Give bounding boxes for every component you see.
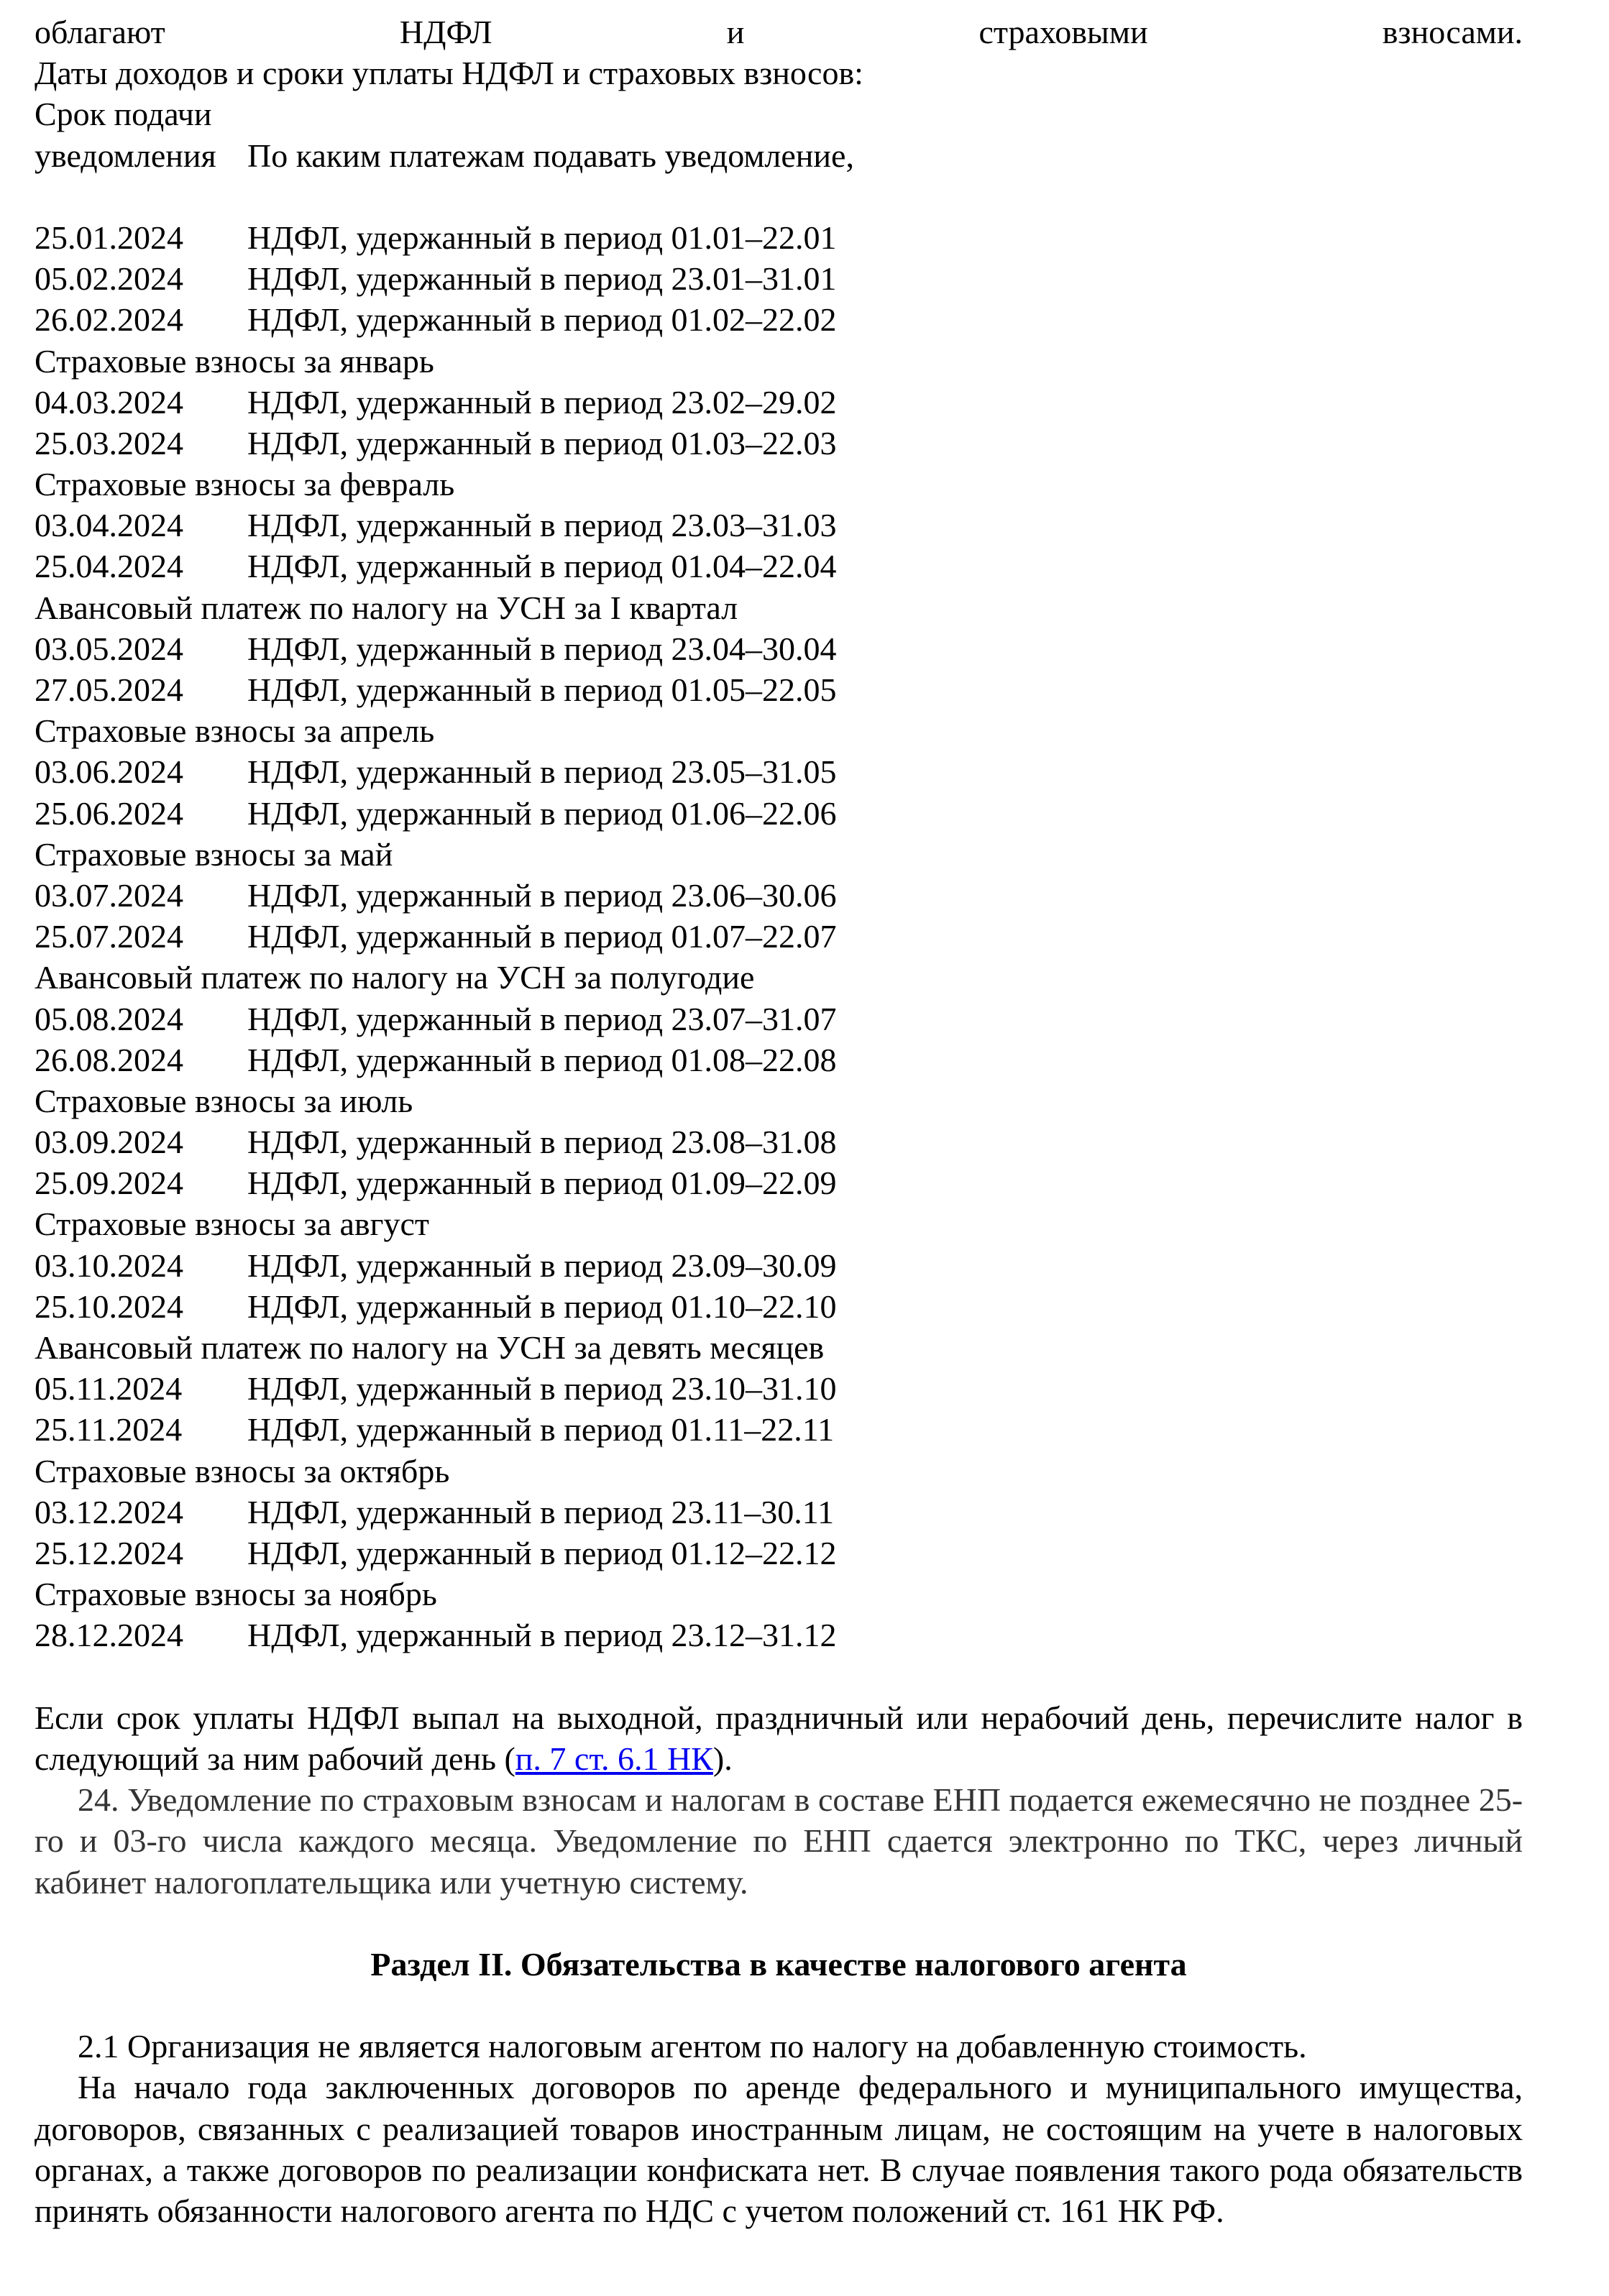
row-description: Страховые взносы за апрель — [35, 712, 435, 750]
row-date: 03.10.2024 — [35, 1246, 183, 1284]
row-description: НДФЛ, удержанный в период 23.08–31.08 — [247, 1124, 837, 1161]
row-description: НДФЛ, удержанный в период 23.03–31.03 — [247, 507, 837, 544]
row-description: НДФЛ, удержанный в период 01.08–22.08 — [247, 1041, 837, 1078]
table-row — [35, 546, 1523, 587]
table-row — [35, 710, 1523, 751]
weekend-note-tail: ). — [712, 1740, 733, 1777]
weekend-note — [35, 1697, 1523, 1779]
row-date: 26.02.2024 — [35, 301, 183, 339]
schedule-table — [35, 217, 1523, 1656]
table-row — [35, 669, 1523, 710]
row-date: 25.01.2024 — [35, 219, 183, 256]
weekend-note-text: Если срок уплаты НДФЛ выпал на выходной, праздничный или нерабочий день, перечислите налог в следующий за ним рабочий день ( — [35, 1699, 1523, 1777]
paragraph-2-1-continuation: На начало года заключенных договоров по аренде федерального и муниципального имущества, договоров, связанных с реализацией товаров иностранным лицам, не состоящим на учете в налоговых органах, а также договоров по реализации конфиската нет. В случае появления такого рода обязательств принять обязанности налогового агента по НДС с учетом положений ст. 161 НК РФ. — [35, 2069, 1523, 2230]
table-row — [35, 341, 1523, 382]
row-description: Страховые взносы за май — [35, 835, 393, 873]
item-24-text: Уведомление по страховым взносам и налогам в составе ЕНП подается ежемесячно не позднее 25-го и 03-го числа каждого месяца. Уведомление по ЕНП сдается электронно по ТКС, через личный кабинет налогоплательщика или учетную систему. — [35, 1781, 1523, 1901]
row-description: НДФЛ, удержанный в период 01.12–22.12 — [247, 1534, 837, 1571]
table-row — [35, 299, 1523, 340]
row-date: 25.03.2024 — [35, 424, 183, 462]
row-description: НДФЛ, удержанный в период 23.01–31.01 — [247, 260, 837, 298]
row-description: НДФЛ, удержанный в период 01.04–22.04 — [247, 548, 837, 585]
intro-word: страховыми — [978, 14, 1148, 50]
table-row — [35, 628, 1523, 669]
table-header-row — [35, 135, 1523, 176]
intro-word: взносами. — [1382, 14, 1523, 50]
row-description: НДФЛ, удержанный в период 01.11–22.11 — [247, 1411, 835, 1448]
table-row — [35, 998, 1523, 1039]
row-description: НДФЛ, удержанный в период 01.05–22.05 — [247, 671, 837, 708]
row-description: НДФЛ, удержанный в период 01.03–22.03 — [247, 424, 837, 462]
table-row — [35, 1615, 1523, 1656]
row-description: НДФЛ, удержанный в период 01.07–22.07 — [247, 918, 837, 955]
row-date: 27.05.2024 — [35, 671, 183, 708]
row-date: 25.06.2024 — [35, 794, 183, 832]
row-date: 26.08.2024 — [35, 1041, 183, 1078]
table-row — [35, 505, 1523, 546]
table-row — [35, 217, 1523, 258]
table-row — [35, 1451, 1523, 1492]
spacer — [35, 1656, 1523, 1697]
row-date: 05.02.2024 — [35, 260, 183, 298]
row-description: Авансовый платеж по налогу на УСН за девять месяцев — [35, 1329, 825, 1366]
table-row — [35, 1245, 1523, 1286]
row-description: Авансовый платеж по налогу на УСН за I квартал — [35, 589, 738, 626]
nk-article-link[interactable]: п. 7 ст. 6.1 НК — [515, 1740, 713, 1777]
row-description: НДФЛ, удержанный в период 23.11–30.11 — [247, 1493, 835, 1530]
table-row — [35, 1121, 1523, 1162]
row-description: НДФЛ, удержанный в период 23.10–31.10 — [247, 1370, 837, 1408]
table-header-col2: По каким платежам подавать уведомление, — [247, 137, 854, 174]
row-description: НДФЛ, удержанный в период 23.04–30.04 — [247, 630, 837, 667]
table-row — [35, 875, 1523, 916]
row-date: 03.07.2024 — [35, 876, 183, 914]
intro-word: НДФЛ — [399, 14, 492, 50]
table-row — [35, 1039, 1523, 1080]
table-header-col1-line2: уведомления — [35, 137, 216, 174]
intro-justified-line — [35, 12, 1523, 52]
row-description: Страховые взносы за февраль — [35, 466, 455, 503]
table-row — [35, 957, 1523, 998]
section-2-title: Раздел II. Обязательства в качестве налогового агента — [370, 1945, 1187, 1983]
table-row — [35, 1080, 1523, 1121]
row-description: НДФЛ, удержанный в период 23.09–30.09 — [247, 1246, 837, 1284]
table-row — [35, 793, 1523, 834]
table-caption: Даты доходов и сроки уплаты НДФЛ и страховых взносов: — [35, 55, 863, 92]
row-date: 25.12.2024 — [35, 1534, 183, 1571]
intro-word: и — [726, 14, 745, 50]
table-row — [35, 1574, 1523, 1615]
row-date: 03.05.2024 — [35, 630, 183, 667]
item-24 — [35, 1779, 1523, 1903]
table-row — [35, 1327, 1523, 1368]
table-row — [35, 916, 1523, 957]
row-description: Страховые взносы за январь — [35, 342, 434, 380]
table-row — [35, 1368, 1523, 1409]
row-date: 25.09.2024 — [35, 1165, 183, 1202]
table-row — [35, 1286, 1523, 1327]
row-description: НДФЛ, удержанный в период 23.02–29.02 — [247, 383, 837, 421]
row-description: НДФЛ, удержанный в период 01.06–22.06 — [247, 794, 837, 832]
table-row — [35, 834, 1523, 875]
paragraph-2-1 — [35, 2026, 1523, 2067]
row-description: НДФЛ, удержанный в период 01.09–22.09 — [247, 1165, 837, 1202]
row-date: 03.06.2024 — [35, 753, 183, 791]
document-page — [35, 12, 1523, 2231]
row-date: 25.11.2024 — [35, 1411, 183, 1448]
item-24-number: 24. — [78, 1781, 119, 1819]
row-date: 25.04.2024 — [35, 548, 183, 585]
table-row — [35, 382, 1523, 423]
row-description: Страховые взносы за октябрь — [35, 1452, 450, 1489]
table-row — [35, 1409, 1523, 1450]
row-description: Страховые взносы за ноябрь — [35, 1576, 437, 1613]
table-row — [35, 1162, 1523, 1203]
row-description: НДФЛ, удержанный в период 01.10–22.10 — [247, 1287, 837, 1325]
table-row — [35, 1492, 1523, 1533]
table-row — [35, 1533, 1523, 1574]
row-description: НДФЛ, удержанный в период 23.07–31.07 — [247, 1000, 837, 1037]
row-date: 05.11.2024 — [35, 1370, 183, 1408]
row-description: НДФЛ, удержанный в период 01.02–22.02 — [247, 301, 837, 339]
table-row — [35, 1203, 1523, 1244]
row-date: 05.08.2024 — [35, 1000, 183, 1037]
paragraph-2-1-text: Организация не является налоговым агентом по налогу на добавленную стоимость. — [127, 2028, 1307, 2065]
table-row — [35, 423, 1523, 464]
row-description: НДФЛ, удержанный в период 23.12–31.12 — [247, 1617, 837, 1654]
table-row — [35, 258, 1523, 299]
row-date: 04.03.2024 — [35, 383, 183, 421]
row-date: 25.10.2024 — [35, 1287, 183, 1325]
row-description: Страховые взносы за август — [35, 1206, 430, 1243]
row-date: 25.07.2024 — [35, 918, 183, 955]
row-description: Авансовый платеж по налогу на УСН за полугодие — [35, 959, 755, 996]
table-header-col1-line1: Срок подачи — [35, 96, 212, 133]
row-description: НДФЛ, удержанный в период 23.06–30.06 — [247, 876, 837, 914]
row-description: НДФЛ, удержанный в период 23.05–31.05 — [247, 753, 837, 791]
table-row — [35, 464, 1523, 505]
row-description: НДФЛ, удержанный в период 01.01–22.01 — [247, 219, 837, 256]
table-row — [35, 751, 1523, 792]
table-row — [35, 587, 1523, 628]
spacer — [35, 176, 1523, 217]
paragraph-2-1-number: 2.1 — [78, 2028, 119, 2065]
row-date: 03.12.2024 — [35, 1493, 183, 1530]
row-description: Страховые взносы за июль — [35, 1082, 413, 1119]
row-date: 28.12.2024 — [35, 1617, 183, 1654]
intro-word: облагают — [35, 14, 165, 50]
row-date: 03.04.2024 — [35, 507, 183, 544]
row-date: 03.09.2024 — [35, 1124, 183, 1161]
